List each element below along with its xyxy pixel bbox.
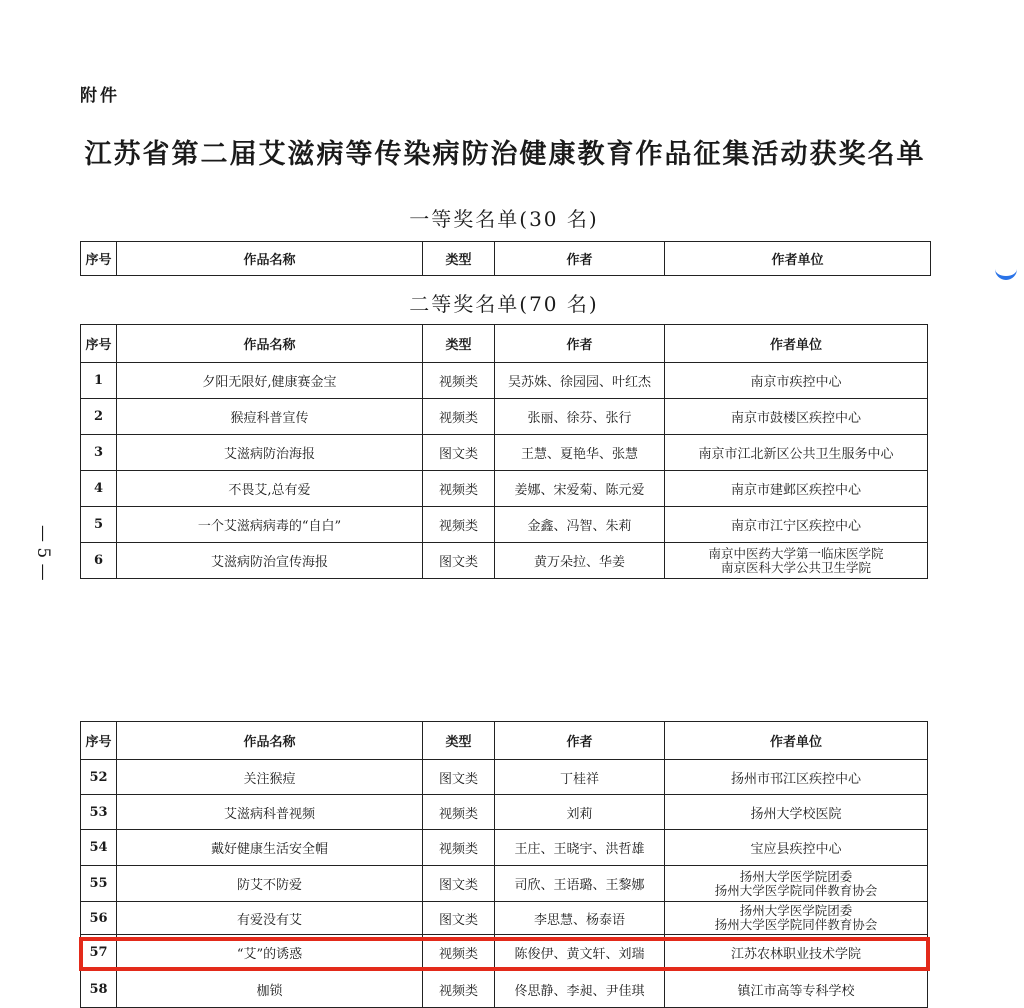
scroll-indicator-icon [995,264,1017,280]
table-header-row [81,325,928,363]
table-row [81,760,928,795]
author-org: 宝应县疾控中心 [665,830,928,866]
work-authors: 李思慧、杨泰语 [495,902,665,935]
row-number: 57 [81,935,117,971]
work-type: 视频类 [423,971,495,1008]
table-row [81,399,928,435]
work-type: 图文类 [423,902,495,935]
author-org-line: 扬州大学医学院团委 [739,868,853,884]
row-number: 56 [81,902,117,935]
work-type: 视频类 [423,507,495,543]
row-number: 3 [81,435,117,471]
author-org: 江苏农林职业技术学院 [665,935,928,971]
author-org: 南京市建邺区疾控中心 [665,471,928,507]
first-prize-table [80,241,931,276]
work-type: 视频类 [423,471,495,507]
row-number: 52 [81,760,117,795]
page-title: 江苏省第二届艾滋病等传染病防治健康教育作品征集活动获奖名单 [84,139,926,170]
header-no: 序号 [81,722,117,760]
author-org: 镇江市高等专科学校 [665,971,928,1008]
work-authors: 佟思静、李昶、尹佳琪 [495,971,665,1008]
author-org: 南京市江宁区疾控中心 [665,507,928,543]
work-authors: 黄万朵拉、华姜 [495,543,665,579]
row-number: 55 [81,866,117,902]
header-name: 作品名称 [117,722,423,760]
row-number: 1 [81,363,117,399]
table-row [81,902,928,935]
table-row [81,507,928,543]
header-org: 作者单位 [665,722,928,760]
author-org [665,866,928,902]
work-type: 视频类 [423,363,495,399]
header-name: 作品名称 [117,242,423,276]
work-name: 戴好健康生活安全帽 [117,830,423,866]
work-name: 不畏艾,总有爱 [117,471,423,507]
work-name: 有爱没有艾 [117,902,423,935]
author-org: 南京市疾控中心 [665,363,928,399]
header-author: 作者 [495,242,665,276]
row-number: 54 [81,830,117,866]
author-org-line: 扬州大学医学院团委 [739,903,853,918]
work-type: 视频类 [423,795,495,830]
annex-label: 附件 [80,86,120,106]
work-authors: 司欣、王语璐、王黎娜 [495,866,665,902]
work-name: 艾滋病防治海报 [117,435,423,471]
work-name: 夕阳无限好,健康赛金宝 [117,363,423,399]
work-name: 枷锁 [117,971,423,1008]
second-prize-table [80,324,928,579]
table-row [81,830,928,866]
header-org: 作者单位 [665,242,931,276]
author-org: 南京市江北新区公共卫生服务中心 [665,435,928,471]
work-type: 图文类 [423,543,495,579]
work-name: 一个艾滋病病毒的“自白” [117,507,423,543]
work-name: “艾”的诱惑 [117,935,423,971]
work-type: 视频类 [423,399,495,435]
author-org [665,543,928,579]
work-name: 防艾不防爱 [117,866,423,902]
table-row [81,866,928,902]
header-no: 序号 [81,242,117,276]
row-number: 6 [81,543,117,579]
page-number: — 5 — [33,525,53,581]
row-number: 2 [81,399,117,435]
header-name: 作品名称 [117,325,423,363]
table-row [81,363,928,399]
header-type: 类型 [423,722,495,760]
row-number: 58 [81,971,117,1008]
work-type: 视频类 [423,830,495,866]
work-authors: 姜娜、宋爱菊、陈元爱 [495,471,665,507]
work-authors: 陈俊伊、黄文轩、刘瑞 [495,935,665,971]
header-type: 类型 [423,325,495,363]
work-authors: 王慧、夏艳华、张慧 [495,435,665,471]
table-row [81,971,928,1008]
author-org-line: 南京中医药大学第一临床医学院 [708,545,884,561]
work-name: 艾滋病科普视频 [117,795,423,830]
header-author: 作者 [495,325,665,363]
row-number: 53 [81,795,117,830]
author-org-line: 扬州大学医学院同伴教育协会 [714,882,878,898]
table-header-row [81,722,928,760]
first-prize-title: 一等奖名单(30 名) [409,207,599,231]
work-authors: 张丽、徐芬、张行 [495,399,665,435]
work-name: 艾滋病防治宣传海报 [117,543,423,579]
header-no: 序号 [81,325,117,363]
work-authors: 丁桂祥 [495,760,665,795]
header-type: 类型 [423,242,495,276]
table-row [81,435,928,471]
row-number: 5 [81,507,117,543]
table-row [81,795,928,830]
work-name: 关注猴痘 [117,760,423,795]
author-org-line: 南京医科大学公共卫生学院 [720,559,871,575]
work-authors: 吴苏姝、徐园园、叶红杰 [495,363,665,399]
work-type: 图文类 [423,760,495,795]
author-org: 扬州大学校医院 [665,795,928,830]
second-prize-title: 二等奖名单(70 名) [409,292,599,316]
header-org: 作者单位 [665,325,928,363]
work-name: 猴痘科普宣传 [117,399,423,435]
work-authors: 金鑫、冯智、朱莉 [495,507,665,543]
table-row [81,543,928,579]
author-org: 扬州市邗江区疾控中心 [665,760,928,795]
header-author: 作者 [495,722,665,760]
table-row [81,471,928,507]
work-type: 图文类 [423,866,495,902]
highlighted-row-box [79,937,930,971]
author-org [665,902,928,935]
work-type: 图文类 [423,435,495,471]
work-authors: 王庄、王晓宇、洪哲雄 [495,830,665,866]
work-type: 视频类 [423,935,495,971]
author-org-line: 扬州大学医学院同伴教育协会 [714,917,878,932]
author-org: 南京市鼓楼区疾控中心 [665,399,928,435]
row-number: 4 [81,471,117,507]
work-authors: 刘莉 [495,795,665,830]
table-header-row [81,242,931,276]
